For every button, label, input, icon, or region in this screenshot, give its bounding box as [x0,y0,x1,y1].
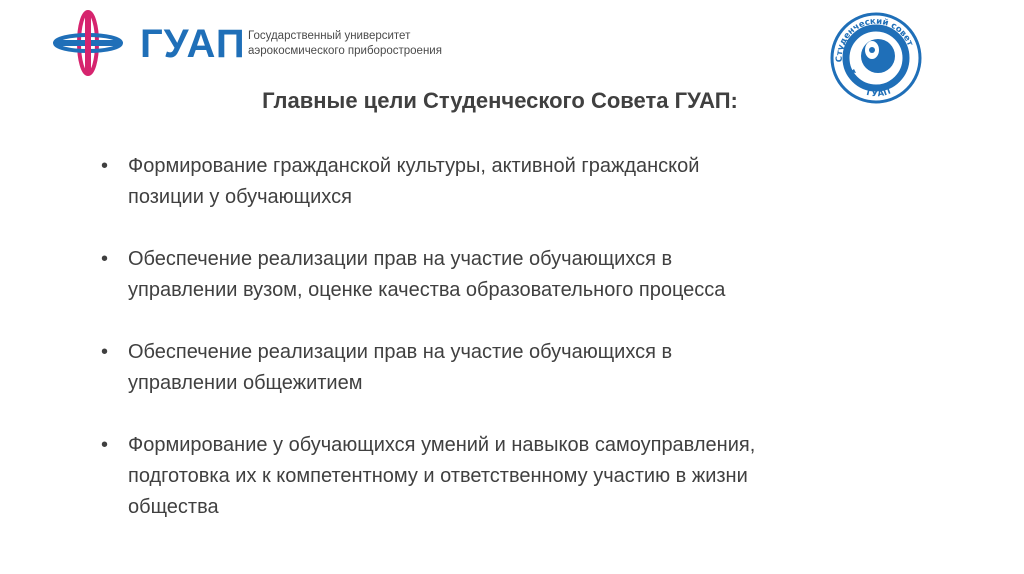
goal-line: Обеспечение реализации прав на участие обучающихся в [128,341,673,363]
goal-line: позиции у обучающихся [128,186,352,208]
orbit-cross-icon [52,10,132,80]
university-fullname [248,29,488,59]
svg-text:ГУАП: ГУАП [865,86,893,100]
bullet-icon: • [101,155,109,177]
list-item [98,337,918,399]
svg-text:Студенческий совет: Студенческий совет [834,16,915,63]
goal-line: общества [128,496,219,518]
university-logo [52,10,482,80]
university-fullname-line1: Государственный университет [248,30,411,42]
university-acronym: ГУАП [140,22,246,66]
university-fullname-line2: аэрокосмического приборостроения [248,45,442,57]
bullet-icon: • [101,434,109,456]
goal-line: Обеспечение реализации прав на участие обучающихся в [128,248,673,270]
goal-line: подготовка их к компетентному и ответственному участию в жизни [128,465,748,487]
list-item [98,430,918,523]
bullet-icon: • [101,248,109,270]
goal-line: Формирование гражданской культуры, активной гражданской [128,155,700,177]
bullet-icon: • [101,341,109,363]
goal-line: управлении общежитием [128,372,363,394]
list-item [98,151,918,213]
page-title: Главные цели Студенческого Совета ГУАП: [262,88,738,113]
goal-line: Формирование у обучающихся умений и навыков самоуправления, [128,434,756,456]
list-item [98,244,918,306]
goals-list [98,151,918,523]
goal-line: управлении вузом, оценке качества образовательного процесса [128,279,726,301]
